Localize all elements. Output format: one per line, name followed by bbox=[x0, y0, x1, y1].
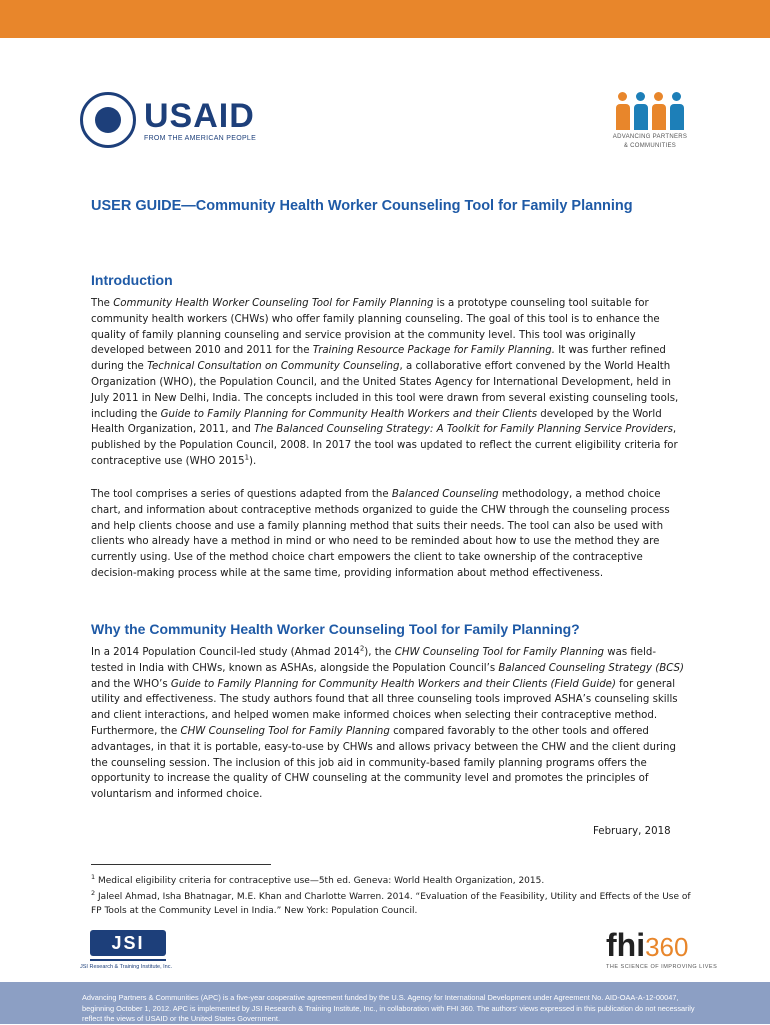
text-run: for general utility and effectiveness. The study authors found that all three counseling tools improved ASHA’s counseling skills and client interactions, and helped women make informed choices when selecting their contraceptive method. Furthermore, the bbox=[91, 678, 678, 737]
fhi-number: 360 bbox=[645, 932, 689, 962]
footnote-ref: 2 bbox=[359, 644, 365, 653]
people-figures-icon bbox=[610, 92, 690, 132]
usaid-logo bbox=[80, 92, 256, 148]
text-run: was field-tested in India with CHWs, known as ASHAs, alongside the Population Council’s bbox=[91, 647, 657, 674]
italic-title: Training Resource Package for Family Planning. bbox=[312, 345, 555, 357]
fhi-wordmark: fhi bbox=[606, 927, 646, 963]
italic-title: CHW Counseling Tool for Family Planning bbox=[394, 647, 605, 658]
footnote-1: $^1$ Medical eligibility criteria for contraceptive use—5th ed. Geneva: World Health Organization, 2015. bbox=[91, 873, 545, 886]
text-run: ), the bbox=[364, 647, 395, 658]
usaid-wordmark: USAID bbox=[144, 96, 255, 135]
text-run: The bbox=[91, 298, 114, 309]
text-run: It was further refined during the bbox=[91, 345, 666, 373]
footnote-2: $^2$ Jaleel Ahmad, Isha Bhatnagar, M.E. Khan and Charlotte Warren. 2014. “Evaluation of the Feasibility, Utility and Effects of the Use of FP Tools at the Community Level in India.” New York: Population Council. bbox=[91, 889, 691, 916]
italic-title: The Balanced Counseling Strategy: A Toolkit for Family Planning Service Providers bbox=[254, 424, 673, 436]
text-run: developed by the World Health Organization, 2011, and bbox=[91, 408, 662, 436]
footer-bar bbox=[0, 982, 770, 1024]
why-heading: Why the Community Health Worker Counseling Tool for Family Planning? bbox=[91, 621, 580, 637]
top-color-stripe bbox=[0, 0, 770, 38]
italic-title: Community Health Worker Counseling Tool for Family Planning bbox=[113, 298, 434, 309]
text-run: , a collaborative effort convened by the World Health Organization (WHO), the Population Council, and the United States Agency for International Development, held in July 2011 in New Delhi, India. The concepts included in this tool were drawn from several existing counseling tools, including the bbox=[91, 361, 679, 420]
jsi-logo bbox=[80, 930, 190, 970]
italic-title: Guide to Family Planning for Community Health Workers and their Clients (Field Guide) bbox=[170, 678, 616, 690]
footnote-ref: 1 bbox=[244, 453, 250, 462]
italic-title: Technical Consultation on Community Counseling bbox=[147, 361, 400, 373]
jsi-tagline: JSI Research & Training Institute, Inc. bbox=[80, 964, 173, 970]
text-run: ). bbox=[249, 455, 257, 467]
document-title: USER GUIDE—Community Health Worker Counseling Tool for Family Planning bbox=[91, 198, 633, 214]
usaid-seal-icon bbox=[80, 92, 136, 148]
italic-title: Balanced Counseling Strategy (BCS) bbox=[498, 662, 684, 674]
jsi-wordmark: JSI bbox=[111, 933, 145, 953]
document-date: February, 2018 bbox=[593, 826, 671, 837]
usaid-tagline: FROM THE AMERICAN PEOPLE bbox=[144, 134, 257, 142]
italic-title: Balanced Counseling bbox=[391, 489, 499, 500]
text-run: is a prototype counseling tool suitable for community health workers (CHWs) who offer family planning counseling. The goal of this tool is to enhance the quality of family planning counseling and service provision at the community level. This tool was originally developed between 2010 and 2011 for the bbox=[91, 298, 660, 357]
footnote-divider bbox=[91, 864, 271, 865]
footer-disclaimer: Advancing Partners & Communities (APC) is a five-year cooperative agreement funded by the U.S. Agency for International Development under Agreement No. AID-OAA-A-12-00047, beginning October 1, 2012. APC is implemented by JSI Research & Training Institute, Inc., in collaboration with FHI 360. The authors' views expressed in this publication do not necessarily reflect the views of USAID or the United States Government. bbox=[82, 993, 695, 1023]
italic-title: CHW Counseling Tool for Family Planning bbox=[180, 725, 390, 737]
text-run: In a 2014 Population Council-led study (Ahmad 2014 bbox=[91, 647, 360, 658]
apc-line-1: ADVANCING PARTNERS bbox=[612, 134, 688, 140]
intro-paragraph-1 bbox=[91, 296, 686, 470]
text-run: , published by the Population Council, 2008. In 2017 the tool was updated to reflect the current eligibility criteria for contraceptive use (WHO 2015 bbox=[91, 424, 678, 467]
text-run: methodology, a method choice chart, and information about contraceptive methods organized to guide the CHW through the counseling process and help clients choose and use a family planning method that suits their needs. The tool can also be used with clients who already have a method in mind or who need to be reminded about how to use the method they are currently using. Use of the method choice chart empowers the client to take ownership of the contraceptive decision-making process while at the same time, providing information about method effectiveness. bbox=[91, 489, 670, 579]
apc-line-2: & COMMUNITIES bbox=[623, 143, 677, 149]
intro-paragraph-2 bbox=[91, 487, 686, 582]
apc-logo bbox=[610, 92, 690, 150]
fhi-tagline: THE SCIENCE OF IMPROVING LIVES bbox=[606, 964, 718, 970]
italic-title: Guide to Family Planning for Community Health Workers and their Clients bbox=[160, 408, 538, 420]
text-run: The tool comprises a series of questions adapted from the bbox=[91, 489, 392, 500]
text-run: and the WHO’s bbox=[91, 678, 171, 690]
intro-heading: Introduction bbox=[91, 272, 173, 288]
text-run: compared favorably to the other tools and offered advantages, in that it is portable, easy-to-use by CHWs and allows privacy between the CHW and the client during the counseling session. The inclusion of this job aid in community-based family planning programs offers the opportunity to increase the quality of CHW counseling at the community level and promotes the principles of voluntarism and informed choice. bbox=[91, 725, 676, 801]
why-paragraph bbox=[91, 645, 686, 803]
fhi360-logo bbox=[606, 928, 717, 970]
